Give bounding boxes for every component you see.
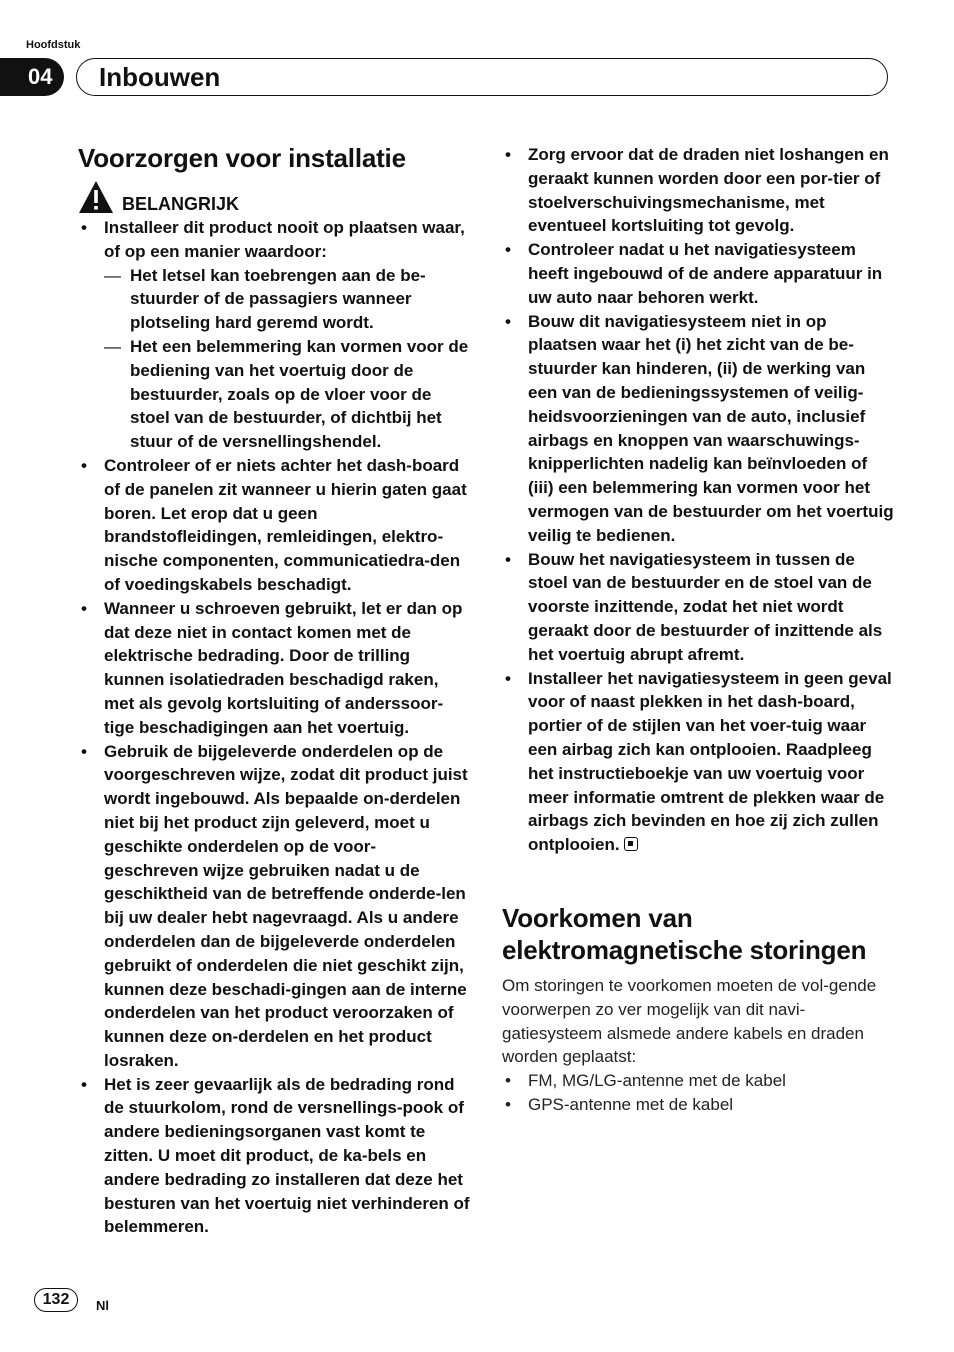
sub-list-item: — Het letsel kan toebrengen aan de be-stuurder of de passagiers wanneer plotseling hard geremd wordt. xyxy=(104,264,470,335)
list-item: • Controleer of er niets achter het dash-board of de panelen zit wanneer u hierin gaten gaat boren. Let erop dat u geen brandstofleidingen, remleidingen, elektro-nische componenten, communicatiedra-den of voedingskabels beschadigt. xyxy=(78,454,470,597)
section-title-line: elektromagnetische storingen xyxy=(502,935,867,965)
list-item xyxy=(78,216,470,454)
page-number: 132 xyxy=(34,1288,78,1312)
sub-list-item: — Het een belemmering kan vormen voor de bediening van het voertuig door de bestuurder, zoals op de vloer voor de stoel van de bestuurder, of dichtbij het stuur of de versnellingshendel. xyxy=(104,335,470,454)
chapter-label: Hoofdstuk xyxy=(26,39,81,51)
section-title-line: Voorkomen van xyxy=(502,903,693,933)
section-title-interference xyxy=(502,902,866,966)
chapter-number: 04 xyxy=(0,58,64,96)
important-label: BELANGRIJK xyxy=(122,194,240,214)
section-title-installation: Voorzorgen voor installatie xyxy=(78,143,406,173)
list-item: • Het is zeer gevaarlijk als de bedrading rond de stuurkolom, rond de versnellings-pook of andere bedieningsorganen vast komt te zitten. U moet dit product, de ka-bels en andere bedrading zo installeren dat deze het besturen van het voertuig niet verhinderen of belemmeren. xyxy=(78,1073,470,1240)
left-column xyxy=(78,216,470,1239)
interference-intro xyxy=(502,974,894,1117)
right-column xyxy=(502,143,894,857)
list-item: • GPS-antenne met de kabel xyxy=(502,1093,894,1117)
list-item-text: Installeer dit product nooit op plaatsen waar, of op een manier waardoor: xyxy=(104,218,465,261)
chapter-title: Inbouwen xyxy=(99,62,221,92)
list-item: • Zorg ervoor dat de draden niet loshangen en geraakt kunnen worden door een por-tier of stoelverschuivingsmechanisme, met eventueel kortsluiting tot gevolg. xyxy=(502,143,894,238)
list-item-text: Installeer het navigatiesysteem in geen geval voor of naast plekken in het dash-board, portier of de stijlen van het voer-tuig waar een airbag zich kan ontplooien. Raadpleeg het instructieboekje van uw voertuig voor meer informatie omtrent de plekken waar de airbags zich bevinden en hoe zij zich zullen ontplooien. xyxy=(528,668,892,855)
warning-triangle-icon xyxy=(78,180,114,214)
chapter-title-box xyxy=(76,58,888,96)
list-item xyxy=(502,667,894,857)
list-item: • Bouw het navigatiesysteem in tussen de stoel van de bestuurder en de stoel van de voorste inzittende, zodat het niet wordt geraakt door de bestuurder of inzittende als het voertuig abrupt afremt. xyxy=(502,548,894,667)
list-item: • Wanneer u schroeven gebruikt, let er dan op dat deze niet in contact komen met de elektrische bedrading. Door de trilling kunnen isolatiedraden beschadigd raken, met als gevolg kortsluiting of anderssoor-tige beschadigingen aan het voertuig. xyxy=(78,597,470,740)
language-code: Nl xyxy=(96,1298,109,1313)
list-item: • Gebruik de bijgeleverde onderdelen op de voorgeschreven wijze, zodat dit product juist wordt ingebouwd. Als bepaalde on-derdelen niet bij het product zijn geleverd, moet u geschikte onderdelen op de voor-geschreven wijze gebruiken nadat u de geschiktheid van de betreffende onderde-len bij uw dealer hebt nagevraagd. Als u andere onderdelen dan de bijgeleverde onderdelen gebruikt of onderdelen die niet geschikt zijn, kunnen deze beschadi-gingen aan de interne onderdelen van het product veroorzaken of kunnen deze on-derdelen en het product losraken. xyxy=(78,740,470,1073)
end-of-section-icon xyxy=(624,837,638,851)
list-item: • Controleer nadat u het navigatiesysteem heeft ingebouwd of de andere apparatuur in uw auto naar behoren werkt. xyxy=(502,238,894,309)
list-item: • FM, MG/LG-antenne met de kabel xyxy=(502,1069,894,1093)
intro-paragraph: Om storingen te voorkomen moeten de vol-gende voorwerpen zo ver mogelijk van dit navi-gatiesysteem alsmede andere kabels en draden worden geplaatst: xyxy=(502,976,877,1067)
list-item: • Bouw dit navigatiesysteem niet in op plaatsen waar het (i) het zicht van de be-stuurder kan hinderen, (ii) de werking van een van de bedieningssystemen of veilig-heidsvoorzieningen van de auto, inclusief airbags en knoppen van waarschuwings-knipperlichten nadelig kan beïnvloeden of (iii) een belemmering kan vormen voor het vermogen van de bestuurder om het voertuig veilig te bedienen. xyxy=(502,310,894,548)
